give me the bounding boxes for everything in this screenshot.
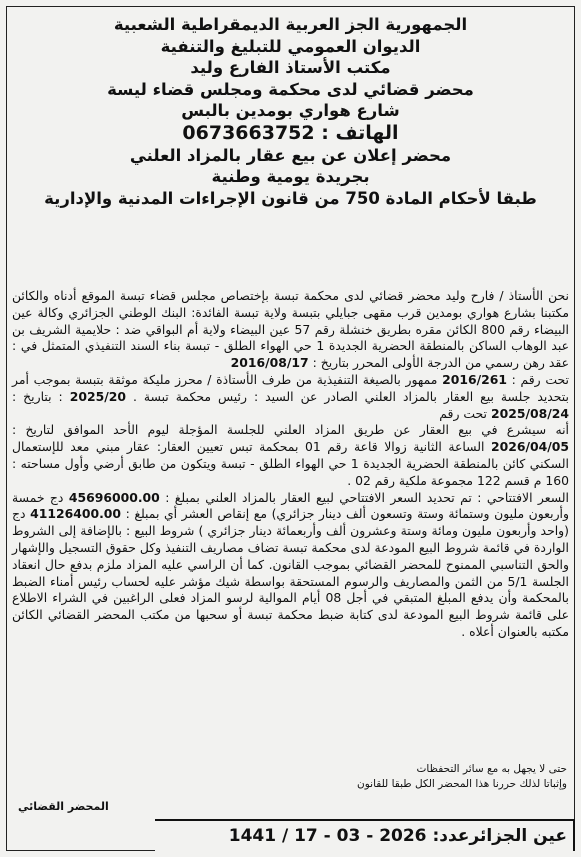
paragraph-deed: تحت رقم : 2016/261 ممهور بالصيغة التنفيذية من طرف الأستاذة / محرز مليكة موثقة بتبسة بموجب أمر بتحديد جلسة بيع العقار بالمزاد العلني الصادر عن السيد : رئيس محكمة تبسة . 2025/20 : بتاريخ : 2025/08/24 تحت رقم xyxy=(12,371,569,421)
footer-issue: 1441 / 17 - 03 - 2026 xyxy=(228,826,427,846)
header-legal-basis: طبقا لأحكام المادة 750 من قانون الإجراءات المدنية والإدارية xyxy=(44,188,537,208)
header-phone xyxy=(14,122,567,145)
paragraph-auction: أنه سيشرع في بيع العقار عن طريق المزاد العلني للجلسة المؤجلة ليوم الأحد الموافق لتاريخ : 2026/04/05 الساعة الثانية زوالا قاعة رقم 01 بمحكمة تبس تعيين العقار: عقار مبني معد للإستعمال السكني كائن بالمنطقة الحضرية الجديدة 1 حي الهواء الطلق - تبسة ويتكون من طابق أرضي وأول مساحته : 160 م قسم 122 مجموعة ملكية رقم 02 . xyxy=(12,422,569,488)
header-newspaper: بجريدة يومية وطنية xyxy=(211,167,370,186)
header-bailiff-office: مكتب الأستاذ الفارع وليد xyxy=(190,58,391,77)
header-court: محضر قضائي لدى محكمة ومجلس قضاء ليسة xyxy=(107,79,474,99)
closing-line-1: حتى لا يجهل به مع سائر التحفظات xyxy=(416,763,567,775)
footer-label: عين الجزائرعدد: xyxy=(432,826,567,846)
notice-header xyxy=(14,14,567,209)
header-address: شارع هواري بومدين بالبس xyxy=(181,101,400,120)
paragraph-parties: نحن الأستاذ / فارح وليد محضر قضائي لدى محكمة تبسة بإختصاص مجلس قضاء تبسة الموقع أدناه والكائن مكتبنا بشارع هواري بومدين قرب مقهى جبايلي بتبسة ولاية تبسة الفائدة: البنك الوطني الجزائري وكالة عين البيضاء رقم 800 الكائن مقره بطريق خنشلة رقم 57 عين البيضاء ولاية أم البواقي ضد : حلايمية الشريف بن عبد الوهاب الساكن بالمنطقة الحضرية الجديدة 1 حي الهواء الطلق - تبسة بناء السند التنفيذي المتمثل في : عقد رهن رسمي من الدرجة الأولى المحرر بتاريخ : 2016/08/17 xyxy=(12,288,570,371)
opening-price: 45696000.00 xyxy=(68,489,160,505)
reduced-price: 41126400.00 xyxy=(30,506,122,522)
notice-body xyxy=(12,288,569,641)
auction-date: 2026/04/05 xyxy=(490,439,569,455)
phone-number: 0673663752 xyxy=(182,121,315,144)
phone-label: الهاتف : xyxy=(321,121,399,144)
header-office: الديوان العمومي للتبليغ والتنفية xyxy=(160,36,421,56)
deed-date: 2016/08/17 xyxy=(230,355,309,371)
publication-footer xyxy=(155,819,575,851)
deed-number: 2016/261 xyxy=(442,371,507,387)
paragraph-price: السعر الافتتاحي : تم تحديد السعر الافتتاحي لبيع العقار بالمزاد العلني بمبلغ : 45696000.00 دج خمسة وأربعون مليون وستمائة وستة وتسعون ألف دينار جزائري) مع إنقاص العشر أي بمبلغ : 41126400.00 دج (واحد وأربعون مليون ومائة وستة وعشرون ألف وأربعمائة دينار جزائري ) شروط البيع : بالإضافة إلى الشروط الواردة في قائمة شروط البيع المودعة لدى محكمة تبسة تضاف مصاريف التنفيذ وكل حقوق التسجيل والإشهار والحق التناسبي الممنوح للمحضر القضائي بموجب القانون. كما أن الراسي عليه المزاد ملزم بدفع حال انعقاد الجلسة 5/1 من الثمن والمصاريف والرسوم المستحقة بواسطة شيك مؤشر عليه لحساب رئيس أمناء الضبط بالمحكمة وأن يدفع المبلغ المتبقي في أجل 08 أيام الموالية لرسو المزاد فعلى الراغبين في الشراء الاطلاع على قائمة شروط البيع المودعة لدى كتابة ضبط محكمة تبسة أو سحبها من مكتب المحضر القضائي الكائن مكتبه بالعنوان أعلاه . xyxy=(12,489,569,639)
closing-line-2: وإثباتا لذلك حررنا هذا المحضر الكل طبقا للقانون xyxy=(357,778,567,790)
signature: المحضر القضائي xyxy=(18,800,109,813)
order-date: 2025/08/24 xyxy=(490,405,569,421)
header-notice-title: محضر إعلان عن بيع عقار بالمزاد العلني xyxy=(129,145,452,165)
order-number: 2025/20 xyxy=(69,388,126,404)
closing-lines xyxy=(357,762,567,792)
header-republic: الجمهورية الجز العربية الديمقراطية الشعبية xyxy=(113,15,468,34)
